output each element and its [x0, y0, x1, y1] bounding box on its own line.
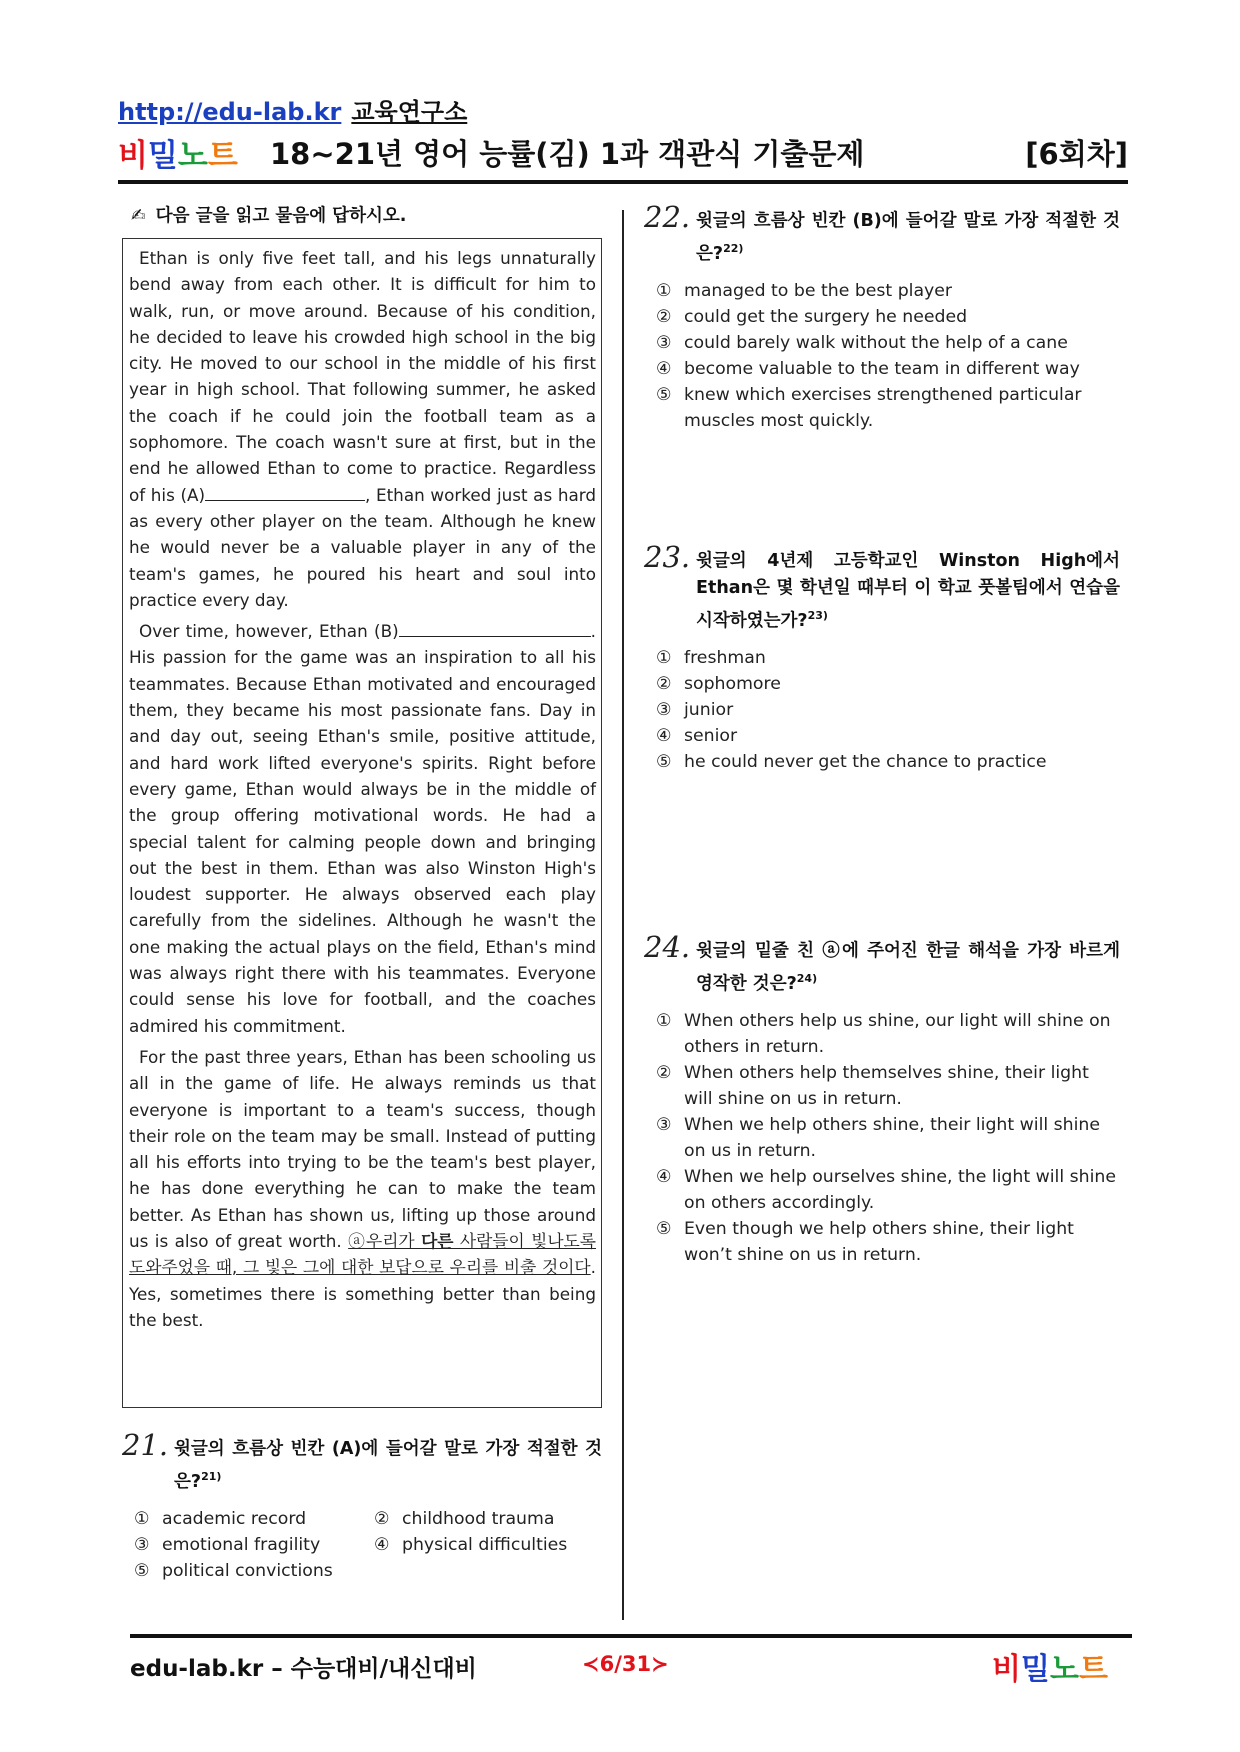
footer-divider — [130, 1634, 1132, 1638]
options-list — [656, 1008, 1120, 1268]
question-number: 22. — [644, 200, 691, 234]
blank-b — [399, 619, 591, 637]
site-org-name: 교육연구소 — [351, 98, 468, 126]
question-number: 21. — [122, 1428, 169, 1462]
question-number: 23. — [644, 540, 691, 574]
option-2[interactable]: ② When others help themselves shine, their light will shine on us in return. — [656, 1062, 1089, 1109]
column-divider — [622, 210, 624, 1620]
option-3[interactable]: ③ When we help others shine, their light will shine on us in return. — [656, 1114, 1101, 1161]
option-1[interactable]: ① When others help us shine, our light will shine on others in return. — [656, 1010, 1111, 1057]
option-5[interactable]: ⑤ he could never get the chance to practice — [656, 751, 1047, 772]
instruction — [131, 202, 406, 227]
question-text: 윗글의 밑줄 친 ⓐ에 주어진 한글 해석을 가장 바르게 영작한 것은?$^{24)}$ — [696, 941, 1120, 994]
option-3[interactable]: ③ could barely walk without the help of a cane — [656, 332, 1068, 353]
instruction-text: 다음 글을 읽고 물음에 답하시오. — [155, 206, 407, 226]
question-23 — [644, 540, 1120, 775]
site-header-line — [118, 92, 467, 127]
option-3[interactable]: ③ emotional fragility — [134, 1534, 321, 1555]
document-title: 18~21년 영어 능률(김) 1과 객관식 기출문제 — [270, 137, 865, 171]
pencil-writing-icon: ✍ — [131, 206, 146, 226]
brand-logo: 비밀노트 — [118, 138, 238, 174]
option-1[interactable]: ① freshman — [656, 647, 766, 668]
option-5[interactable]: ⑤ knew which exercises strengthened particular muscles most quickly. — [656, 384, 1082, 431]
option-3[interactable]: ③ junior — [656, 699, 734, 720]
blank-a — [205, 483, 365, 501]
question-21 — [122, 1428, 602, 1584]
page-indicator: ≺6/31≻ — [582, 1652, 669, 1676]
round-label: [6회차] — [1025, 137, 1128, 171]
passage-paragraph-2: Over time, however, Ethan (B) . His passion for the game was an inspiration to all his teammates. Because Ethan motivated and encouraged them, they became his most passionate fans. Day in and day out, seeing Ethan's smile, positive attitude, and hard work lifted everyone's spirits. Right before every game, Ethan would always be in the middle of the group offering motivational words. He had a special talent for calming people down and bringing out the best in them. Ethan was also Winston High's loudest supporter. He always observed each play carefully from the sidelines. Although he wasn't the one making the actual plays on the field, Ethan's mind was always right there with his teammates. Everyone could sense his love for football, and the coaches admired his commitment. — [129, 621, 596, 1036]
option-5[interactable]: ⑤ Even though we help others shine, their light won’t shine on us in return. — [656, 1218, 1074, 1265]
option-2[interactable]: ② sophomore — [656, 673, 781, 694]
question-text: 윗글의 4년제 고등학교인 Winston High에서 Ethan은 몇 학년일 때부터 이 학교 풋볼팀에서 연습을 시작하였는가?$^{23)}$ — [696, 551, 1120, 631]
option-4[interactable]: ④ senior — [656, 725, 738, 746]
options-list — [656, 278, 1120, 434]
blank-a-label: (A) — [180, 484, 206, 505]
question-text: 윗글의 흐름상 빈칸 (A)에 들어갈 말로 가장 적절한 것은?$^{21)}$ — [174, 1439, 602, 1492]
question-22 — [644, 200, 1120, 434]
options-list — [134, 1506, 602, 1584]
option-1[interactable]: ① managed to be the best player — [656, 280, 953, 301]
option-4[interactable]: ④ become valuable to the team in different way — [656, 358, 1080, 379]
option-5[interactable]: ⑤ political convictions — [134, 1560, 333, 1581]
question-24 — [644, 930, 1120, 1268]
question-text: 윗글의 흐름상 빈칸 (B)에 들어갈 말로 가장 적절한 것은?$^{22)}$ — [696, 211, 1120, 264]
option-4[interactable]: ④ physical difficulties — [374, 1534, 568, 1555]
site-url-link[interactable]: http://edu-lab.kr — [118, 98, 342, 126]
option-2[interactable]: ② childhood trauma — [374, 1508, 555, 1529]
title-row — [118, 130, 1128, 174]
option-2[interactable]: ② could get the surgery he needed — [656, 306, 968, 327]
blank-b-label: (B) — [374, 621, 399, 642]
header-divider — [118, 180, 1128, 184]
footer-brand-logo: 비밀노트 — [992, 1652, 1108, 1687]
passage-paragraph-1: Ethan is only five feet tall, and his legs unnaturally bend away from each other. It is difficult for him to walk, run, or move around. Because of his condition, he decided to leave his crowded high school in the big city. He moved to our school in the middle of his first year in high school. That following summer, he asked the coach if he could join the football team as a sophomore. The coach wasn't sure at first, but in the end he allowed Ethan to come to practice. Regardless of his (A) , Ethan worked just as hard as every other player on the team. Although he knew he would never be a valuable player in any of the team's games, he poured his heart and soul into practice every day. — [129, 248, 596, 610]
underlined-korean-sentence: ⓐ우리가 다른 사람들이 빛나도록 도와주었을 때, 그 빛은 그에 대한 보답으로 우리를 비출 것이다 — [129, 1230, 596, 1278]
reading-passage — [122, 238, 602, 1408]
passage-paragraph-3: For the past three years, Ethan has been schooling us all in the game of life. He always reminds us that everyone is important to a team's success, though their role on the team may be small. Instead of putting all his efforts into trying to be the team's best player, he has done everything he can to make the team better. As Ethan has shown us, lifting up those around us is also of great worth. ⓐ우리가 다른 사람들이 빛나도록 도와주었을 때, 그 빛은 그에 대한 보답으로 우리를 비출 것이다. Yes, sometimes there is something better than being the best. — [129, 1046, 596, 1330]
option-1[interactable]: ① academic record — [134, 1508, 307, 1529]
footer-site-text: edu-lab.kr – 수능대비/내신대비 — [130, 1656, 477, 1682]
option-4[interactable]: ④ When we help ourselves shine, the light will shine on others accordingly. — [656, 1166, 1116, 1213]
question-number: 24. — [644, 930, 691, 964]
options-list — [656, 645, 1120, 775]
